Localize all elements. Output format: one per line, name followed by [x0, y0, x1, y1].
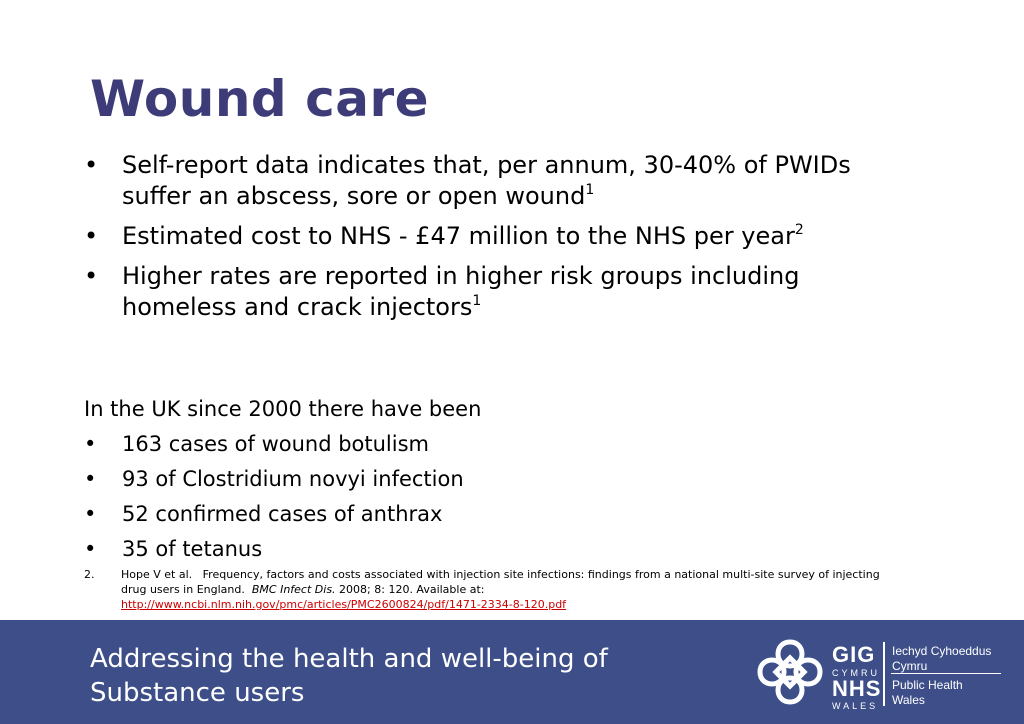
list-item — [84, 221, 884, 252]
logo-cymru-text: CYMRU — [832, 668, 880, 678]
public-health-wales-logo — [752, 634, 1014, 714]
list-item — [84, 261, 884, 323]
list-item — [84, 500, 464, 528]
intro-text: In the UK since 2000 there have been — [84, 397, 482, 421]
footer-line-1: Addressing the health and well-being of — [90, 644, 608, 674]
logo-welsh-line-1: Iechyd Cyhoeddus — [892, 644, 992, 658]
logo-english-line-1: Public Health — [892, 678, 963, 692]
logo-nhs-text: NHS — [832, 676, 882, 701]
stat-text: 52 confirmed cases of anthrax — [122, 502, 443, 526]
logo-welsh-name — [892, 644, 991, 674]
reference-number: 2. — [84, 568, 95, 581]
celtic-knot-emblem-icon — [754, 636, 826, 708]
stat-text: 93 of Clostridium novyi infection — [122, 467, 464, 491]
list-item — [84, 150, 884, 212]
bullet-text: Higher rates are reported in higher risk groups including homeless and crack injectors — [122, 262, 800, 321]
slide-title: Wound care — [90, 70, 430, 128]
reference-footnote — [84, 567, 884, 612]
bullet-icon: • — [84, 222, 99, 250]
bullet-icon: • — [84, 467, 97, 491]
reference-link[interactable]: http://www.ncbi.nlm.nih.gov/pmc/articles/PMC2600824/pdf/1471-2334-8-120.pdf — [121, 598, 567, 611]
stat-text: 35 of tetanus — [122, 537, 263, 561]
reference-journal: BMC Infect Dis. — [251, 583, 336, 596]
citation-superscript: 1 — [472, 293, 482, 309]
bullet-icon: • — [84, 151, 99, 179]
citation-superscript: 1 — [585, 182, 595, 198]
reference-authors: Hope V et al. — [121, 568, 193, 581]
footer-line-2: Substance users — [90, 678, 305, 708]
list-item — [84, 465, 464, 493]
bullet-icon: • — [84, 262, 99, 290]
stat-text: 163 cases of wound botulism — [122, 432, 430, 456]
case-statistics-list — [84, 430, 464, 570]
footer-text — [90, 642, 608, 710]
logo-english-name — [892, 678, 963, 708]
key-points-list — [84, 150, 884, 332]
reference-details: 2008; 8: 120. Available at: — [339, 583, 485, 596]
reference-title: Frequency, factors and costs associated with injection site infections: findings from a national multi-site survey of injecting drug users in England. — [121, 568, 880, 596]
logo-wales-text: WALES — [832, 701, 879, 711]
list-item — [84, 430, 464, 458]
bullet-text: Estimated cost to NHS - £47 million to the NHS per year — [122, 222, 795, 250]
list-item — [84, 535, 464, 563]
bullet-text: Self-report data indicates that, per annum, 30-40% of PWIDs suffer an abscess, sore or open wound — [122, 151, 851, 210]
bullet-icon: • — [84, 502, 97, 526]
bullet-icon: • — [84, 432, 97, 456]
bullet-icon: • — [84, 537, 97, 561]
logo-vertical-divider — [883, 642, 885, 706]
logo-welsh-line-2: Cymru — [892, 659, 928, 673]
logo-gig-text: GIG — [832, 642, 876, 667]
logo-english-line-2: Wales — [892, 693, 925, 707]
citation-superscript: 2 — [794, 222, 804, 238]
footer-bar — [0, 620, 1024, 724]
